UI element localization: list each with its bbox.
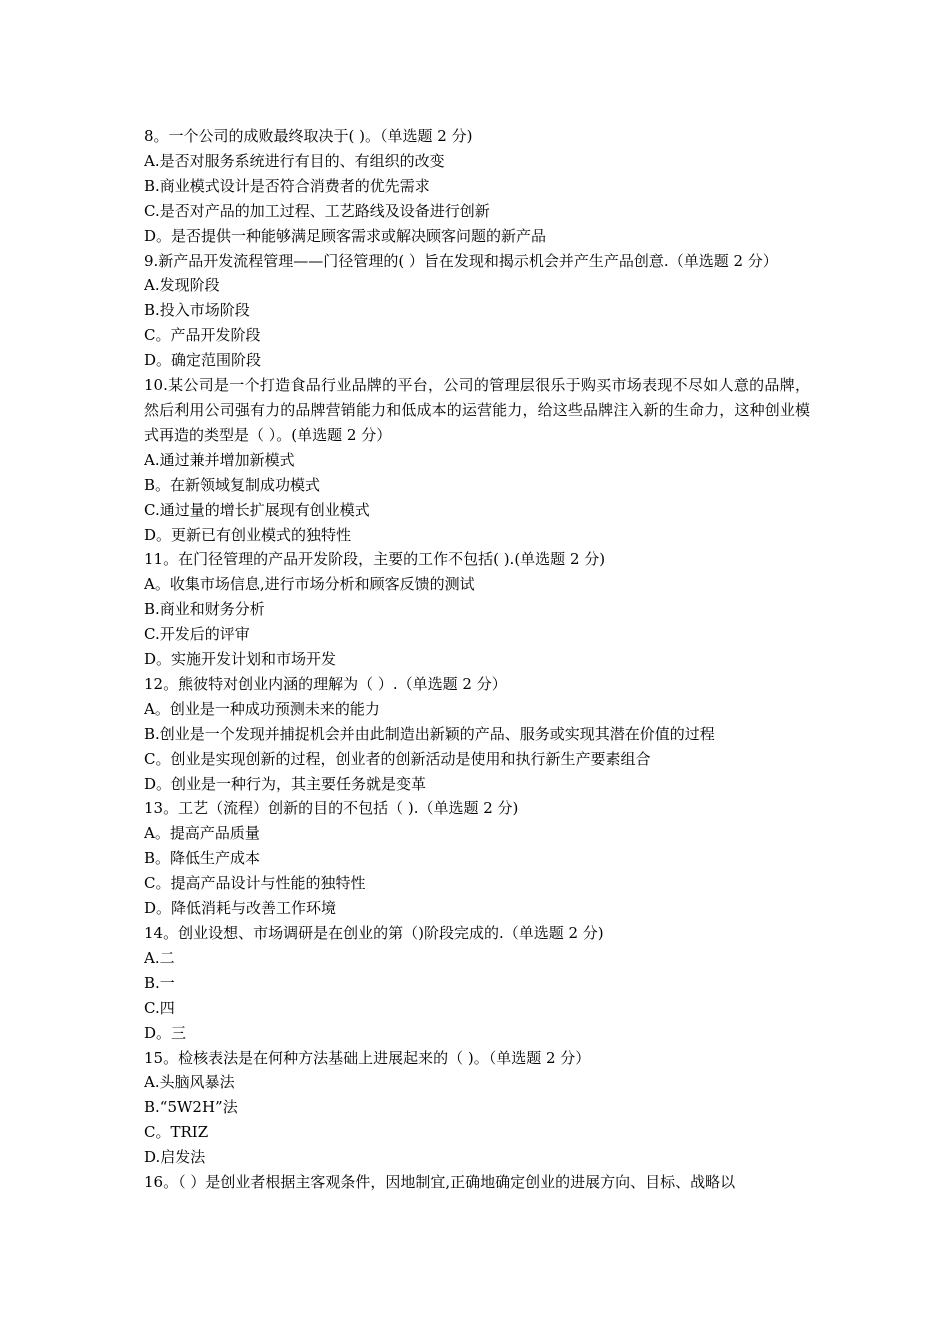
option-b: B。降低生产成本 bbox=[144, 849, 261, 868]
question-stem: 13。工艺（流程）创新的目的不包括（ ).（单选题 2 分) bbox=[144, 799, 519, 818]
option-a: A.二 bbox=[144, 948, 175, 967]
option-b: B.投入市场阶段 bbox=[144, 301, 250, 320]
option-d: D.启发法 bbox=[144, 1148, 206, 1167]
option-d: D。是否提供一种能够满足顾客需求或解决顾客问题的新产品 bbox=[144, 226, 547, 245]
option-b: B.创业是一个发现并捕捉机会并由此制造出新颖的产品、服务或实现其潜在价值的过程 bbox=[144, 724, 715, 743]
question-stem: 12。熊彼特对创业内涵的理解为（ ）.（单选题 2 分） bbox=[144, 674, 507, 693]
question-stem: 14。创业设想、市场调研是在创业的第（)阶段完成的.（单选题 2 分) bbox=[144, 924, 604, 942]
question-stem: 8。一个公司的成败最终取决于( )。（单选题 2 分) bbox=[144, 127, 473, 145]
question-12 bbox=[144, 672, 810, 797]
option-a: A.发现阶段 bbox=[144, 276, 220, 295]
question-10 bbox=[144, 373, 810, 547]
question-9 bbox=[144, 249, 810, 374]
option-d: D。实施开发计划和市场开发 bbox=[144, 650, 337, 669]
option-d: D。创业是一种行为，其主要任务就是变革 bbox=[144, 774, 427, 793]
option-c: C.通过量的增长扩展现有创业模式 bbox=[144, 500, 370, 519]
option-b: B.商业和财务分析 bbox=[144, 600, 265, 619]
option-a: A.是否对服务系统进行有目的、有组织的改变 bbox=[144, 151, 445, 170]
option-b: B.一 bbox=[144, 973, 175, 992]
question-16 bbox=[144, 1170, 810, 1195]
option-a: A.头脑风暴法 bbox=[144, 1073, 235, 1092]
option-d: D。更新已有创业模式的独特性 bbox=[144, 525, 352, 544]
question-8 bbox=[144, 124, 810, 249]
question-15 bbox=[144, 1046, 810, 1171]
option-c: C.是否对产品的加工过程、工艺路线及设备进行创新 bbox=[144, 201, 490, 220]
option-a: A。创业是一种成功预测未来的能力 bbox=[144, 699, 380, 718]
question-stem: 10.某公司是一个打造食品行业品牌的平台，公司的管理层很乐于购买市场表现不尽如人意的品牌，然后利用公司强有力的品牌营销能力和低成本的运营能力，给这些品牌注入新的生命力，这种创业模式再造的类型是（ ）。(单选题 2 分） bbox=[144, 376, 810, 444]
option-d: D。降低消耗与改善工作环境 bbox=[144, 899, 337, 918]
question-14 bbox=[144, 921, 810, 1046]
question-stem: 9.新产品开发流程管理——门径管理的( ）旨在发现和揭示机会并产生产品创意.（单选题 2 分） bbox=[144, 251, 778, 270]
question-stem: 16。（ ）是创业者根据主客观条件，因地制宜,正确地确定创业的进展方向、目标、战略以 bbox=[144, 1173, 736, 1192]
question-13 bbox=[144, 796, 810, 921]
option-c: C.四 bbox=[144, 998, 175, 1017]
question-list bbox=[144, 124, 810, 1195]
option-d: D。确定范围阶段 bbox=[144, 351, 262, 370]
option-a: A。提高产品质量 bbox=[144, 824, 260, 843]
option-d: D。三 bbox=[144, 1023, 187, 1042]
question-stem: 15。检核表法是在何种方法基础上进展起来的（ )。（单选题 2 分） bbox=[144, 1048, 591, 1067]
question-11 bbox=[144, 547, 810, 672]
option-c: C。产品开发阶段 bbox=[144, 326, 261, 345]
option-b: B.“5W2H”法 bbox=[144, 1098, 238, 1117]
option-c: C。提高产品设计与性能的独特性 bbox=[144, 874, 366, 893]
option-c: C。TRIZ bbox=[144, 1123, 209, 1142]
option-b: B.商业模式设计是否符合消费者的优先需求 bbox=[144, 176, 430, 195]
option-b: B。在新领域复制成功模式 bbox=[144, 475, 321, 494]
option-c: C.开发后的评审 bbox=[144, 625, 250, 644]
option-a: A.通过兼并增加新模式 bbox=[144, 450, 295, 469]
question-stem: 11。在门径管理的产品开发阶段，主要的工作不包括( ).(单选题 2 分) bbox=[144, 550, 606, 569]
option-a: A。收集市场信息,进行市场分析和顾客反馈的测试 bbox=[144, 575, 475, 594]
option-c: C。创业是实现创新的过程，创业者的创新活动是使用和执行新生产要素组合 bbox=[144, 749, 651, 768]
